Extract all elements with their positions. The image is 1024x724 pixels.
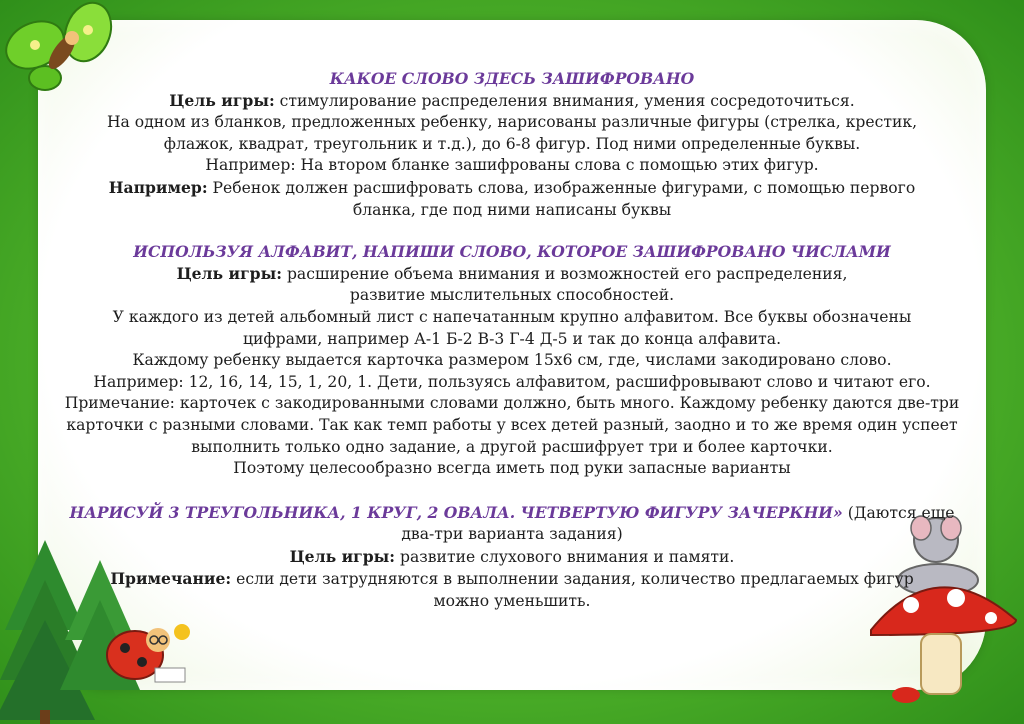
section-2-paragraph: У каждого из детей альбомный лист с напечатанным крупно алфавитом. Все буквы обозначены цифрами, например А-1 Б-2 В-3 Г-4 Д-5 и так до конца алфавита.: [112, 307, 912, 348]
example-label: Например:: [108, 177, 208, 197]
section-3-title: [60, 502, 964, 546]
section-3-heading: НАРИСУЙ 3 ТРЕУГОЛЬНИКА, 1 КРУГ, 2 ОВАЛА. ЧЕТВЕРТУЮ ФИГУРУ ЗАЧЕРКНИ»: [69, 502, 843, 522]
section-1-paragraph: На одном из бланков, предложенных ребенку, нарисованы различные фигуры (стрелка, крестик, флажок, квадрат, треугольник и т.д.), до 6-8 фигур. Под ними определенные буквы.: [106, 113, 918, 153]
section-3-title-suffix: (Даются еще два-три варианта задания): [401, 503, 955, 544]
goal-label: Цель игры:: [289, 546, 396, 566]
goal-text: развитие слухового внимания и памяти.: [395, 547, 735, 566]
goal-label: Цель игры:: [169, 90, 275, 110]
section-1-title: КАКОЕ СЛОВО ЗДЕСЬ ЗАШИФРОВАНО: [329, 69, 695, 88]
section-2-goal: [60, 263, 964, 307]
note-text: если дети затрудняются в выполнении задания, количество предлагаемых фигур можно уменьшить.: [231, 570, 914, 611]
section-3-note: [60, 568, 964, 612]
section-2-paragraph: Поэтому целесообразно всегда иметь под руки запасные варианты: [233, 459, 791, 478]
section-2-title: ИСПОЛЬЗУЯ АЛФАВИТ, НАПИШИ СЛОВО, КОТОРОЕ ЗАШИФРОВАНО ЧИСЛАМИ: [133, 242, 891, 262]
section-2-paragraph: Примечание: карточек с закодированными словами должно, быть много. Каждому ребенку даются две-три карточки с разными словами. Так как темп работы у всех детей разный, заодно и то же время один успеет выполнить только одно задание, а другой расшифрует три и более карточки.: [64, 394, 960, 456]
section-1-paragraph: Например: На втором бланке зашифрованы слова с помощью этих фигур.: [205, 156, 819, 175]
section-2-paragraph: Каждому ребенку выдается карточка размером 15х6 см, где, числами закодировано слово.: [132, 351, 892, 370]
section-1-goal: [60, 90, 964, 113]
note-label: Примечание:: [110, 569, 232, 589]
document-body: [60, 68, 964, 613]
example-text: Ребенок должен расшифровать слова, изображенные фигурами, с помощью первого бланка, где под ними написаны буквы: [207, 178, 916, 219]
section-1-example: [60, 177, 964, 221]
goal-text: стимулирование распределения внимания, умения сосредоточиться.: [274, 91, 855, 110]
section-3-goal: [60, 546, 964, 569]
section-2-paragraph: Например: 12, 16, 14, 15, 1, 20, 1. Дети, пользуясь алфавитом, расшифровывают слово и читают его.: [93, 372, 931, 391]
goal-text: расширение объема внимания и возможностей его распределения, развитие мыслительных способностей.: [281, 264, 848, 305]
ladybug-boy-icon: [100, 610, 200, 690]
goal-label: Цель игры:: [176, 263, 282, 283]
